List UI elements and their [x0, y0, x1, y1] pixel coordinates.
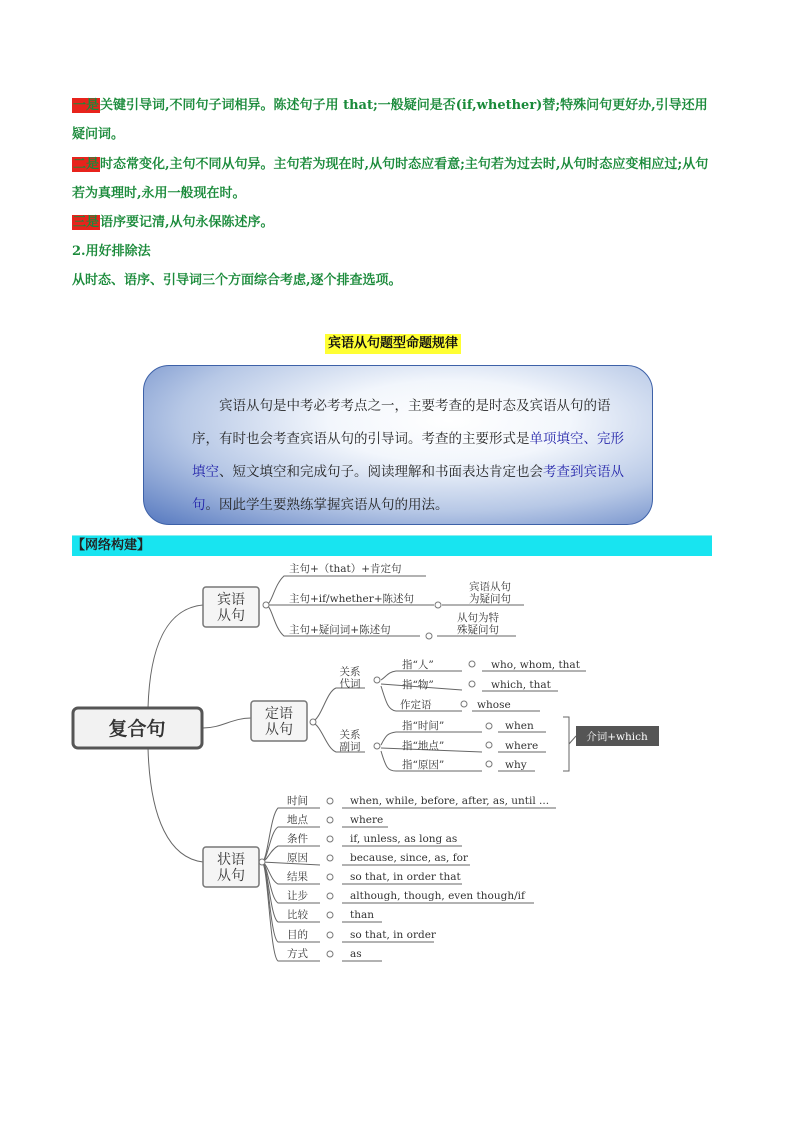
adv-type-dot-3	[327, 836, 333, 842]
object-item-3: 主句+疑问词+陈述句	[289, 624, 391, 636]
adv-type-5: 结果	[287, 871, 308, 883]
network-section-title: 【网络构建】	[72, 538, 151, 553]
adv-type-dot-2	[327, 817, 333, 823]
object-note-3a: 从句为特	[457, 612, 499, 624]
adverb-role-1: 指“时间”	[402, 720, 445, 732]
adverb-dot	[374, 743, 380, 749]
pronoun-role-1: 指“人”	[402, 659, 434, 671]
adv-type-2: 地点	[287, 814, 308, 826]
adv-words-7: than	[350, 909, 375, 921]
object-note-3b: 殊疑问句	[457, 624, 499, 636]
adverb-bracket	[563, 717, 569, 771]
method-title: 2.用好排除法	[72, 244, 151, 259]
adverb-role-dot-1	[486, 723, 492, 729]
attributive-clause-label-1: 定语	[265, 706, 293, 722]
rule-seg-5: 。阅读理解和书面表达肯定也会	[354, 464, 543, 480]
pronoun-role-dot-1	[469, 661, 475, 667]
preposition-which-label: 介词+which	[586, 731, 648, 743]
adv-words-9: as	[350, 948, 362, 960]
method-text: 从时态、语序、引导词三个方面综合考虑,逐个排查选项。	[72, 273, 402, 288]
adverbial-dot	[259, 859, 265, 865]
object-clause-label-2: 从句	[217, 608, 245, 624]
object-note-dot-2	[435, 602, 441, 608]
adv-type-4: 原因	[287, 852, 308, 864]
rule-seg-1: 宾语从句是中考必考考点之一，主要考查的是时态及宾语从句的语序，有时也会考查宾语从句的引导词。考查的主要形式是	[192, 398, 611, 447]
root-to-attributive-line	[203, 718, 251, 728]
pronoun-words-3: whose	[477, 699, 511, 711]
root-to-object-line	[148, 605, 203, 708]
adverb-role-dot-2	[486, 742, 492, 748]
adv-type-9: 方式	[287, 948, 308, 960]
relative-adverb-label-1: 关系	[339, 729, 361, 741]
root-node-label: 复合句	[108, 718, 166, 740]
rule-seg-4: 短文填空和完成句子	[232, 464, 354, 480]
adverb-words-3: why	[505, 759, 527, 771]
pronoun-words-1: who, whom, that	[491, 659, 580, 671]
attributive-dot	[310, 719, 316, 725]
adverb-role-dot-3	[486, 761, 492, 767]
adverbial-clause-label-1: 状语	[217, 852, 245, 868]
adv-words-4: because, since, as, for	[350, 852, 468, 864]
point-text-1: 关键引导词,不同句子词相异。陈述句子用 that;一般疑问是否(if,whether)替;特殊问句更好办,引导还用疑问词。	[72, 98, 708, 142]
rule-section-title: 宾语从句题型命题规律	[325, 334, 461, 354]
adv-words-3: if, unless, as long as	[350, 833, 458, 845]
point-text-3: 语序要记清,从句永保陈述序。	[100, 215, 274, 230]
adv-type-8: 目的	[287, 929, 308, 941]
object-item-1: 主句+（that）+肯定句	[289, 563, 402, 575]
relative-pronoun-label-1: 关系	[339, 666, 361, 678]
adverb-words-2: where	[505, 740, 539, 752]
adv-words-8: so that, in order	[350, 929, 436, 941]
adv-type-dot-5	[327, 874, 333, 880]
rule-highlight-2: 考查到宾语从句	[192, 464, 624, 513]
adv-type-3: 条件	[287, 833, 308, 845]
attributive-items	[340, 658, 581, 771]
attributive-clause-label-2: 从句	[265, 722, 293, 738]
adv-type-dot-8	[327, 932, 333, 938]
rule-seg-7: 。因此学生要熟练掌握宾语从句的用法。	[205, 497, 449, 513]
adv-words-1: when, while, before, after, as, until ...	[350, 795, 550, 807]
object-clause-label-1: 宾语	[217, 592, 245, 608]
rule-highlight-1: 单项填空、完形填空	[192, 431, 624, 480]
adverb-role-3: 指“原因”	[402, 759, 445, 771]
bracket-pointer	[569, 736, 576, 744]
adverbial-clause-label-2: 从句	[217, 868, 245, 884]
pronoun-role-2: 指“物”	[402, 679, 434, 691]
pronoun-words-2: which, that	[491, 679, 551, 691]
pronoun-role-dot-2	[469, 681, 475, 687]
adv-type-dot-1	[327, 798, 333, 804]
point-text-2: 时态常变化,主句不同从句异。主句若为现在时,从句时态应看意;主句若为过去时,从句时态应变相应过;从句若为真理时,永用一般现在时。	[72, 157, 709, 201]
adverbial-items	[287, 794, 549, 960]
rule-seg-3: 、	[219, 464, 233, 480]
adv-type-1: 时间	[287, 795, 308, 807]
adverb-words-1: when	[505, 720, 534, 732]
object-dot	[263, 602, 269, 608]
adverb-role-2: 指“地点”	[402, 740, 445, 752]
adv-type-dot-9	[327, 951, 333, 957]
adv-type-7: 比较	[287, 909, 308, 921]
pronoun-dot	[374, 677, 380, 683]
point-tag-3: 三是	[73, 215, 100, 230]
adv-type-dot-7	[327, 912, 333, 918]
adv-type-dot-6	[327, 893, 333, 899]
adv-type-dot-4	[327, 855, 333, 861]
adv-words-6: although, though, even though/if	[350, 890, 525, 902]
relative-adverb-label-2: 副词	[339, 741, 361, 753]
object-note-2a: 宾语从句	[469, 581, 511, 593]
adv-words-5: so that, in order that	[350, 871, 461, 883]
point-tag-2: 二是	[73, 157, 100, 172]
root-to-adverbial-line	[148, 748, 203, 862]
object-item-2: 主句+if/whether+陈述句	[289, 593, 415, 605]
object-clause-items	[289, 562, 511, 636]
adv-type-6: 让步	[287, 890, 308, 902]
pronoun-role-3: 作定语	[400, 699, 432, 711]
adv-words-2: where	[350, 814, 384, 826]
point-tag-1: 一是	[73, 98, 100, 113]
object-note-dot-3	[426, 633, 432, 639]
attr-to-pronoun-line	[312, 688, 365, 722]
connector-dots	[259, 602, 492, 957]
pronoun-role-dot-3	[461, 701, 467, 707]
object-note-2b: 为疑问句	[469, 593, 511, 605]
relative-pronoun-label-2: 代词	[339, 678, 361, 690]
